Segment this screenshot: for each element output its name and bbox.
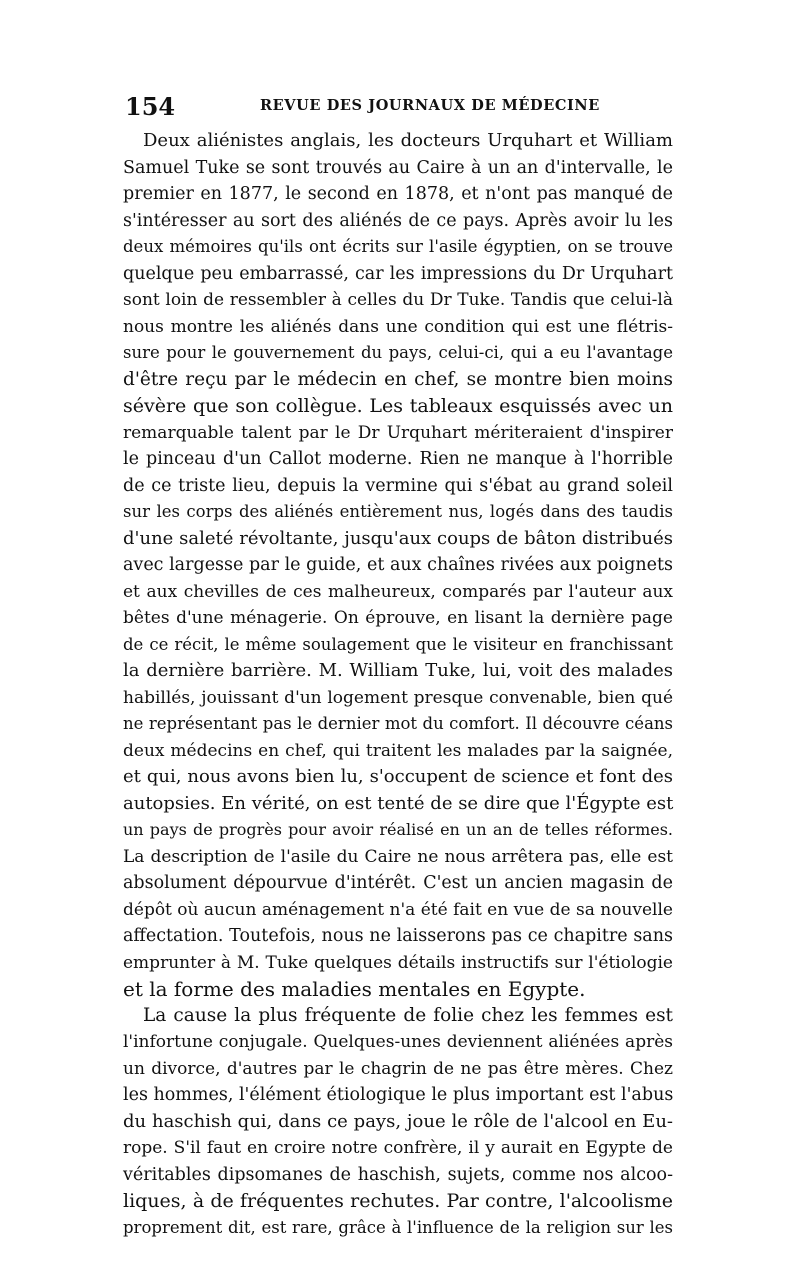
text-line: les hommes, l'élément étiologique le plus important est l'abus xyxy=(123,1085,674,1105)
text-line: et la forme des maladies mentales en Egypte. xyxy=(123,977,586,1001)
text-line: sure pour le gouvernement du pays, celui-ci, qui a eu l'avantage xyxy=(123,343,673,362)
text-line: deux médecins en chef, qui traitent les malades par la saignée, xyxy=(123,740,673,761)
text-line: bêtes d'une ménagerie. On éprouve, en lisant la dernière page xyxy=(123,608,673,628)
text-line: dépôt où aucun aménagement n'a été fait en vue de sa nouvelle xyxy=(123,899,673,920)
text-line: liques, à de fréquentes rechutes. Par contre, l'alcoolisme xyxy=(123,1190,673,1212)
text-line: La cause la plus fréquente de folie chez les femmes est xyxy=(143,1004,673,1026)
text-line: Deux aliénistes anglais, les docteurs Urquhart et William xyxy=(143,130,673,151)
running-title: REVUE DES JOURNAUX DE MÉDECINE xyxy=(260,97,600,114)
text-line: affectation. Toutefois, nous ne laisserons pas ce chapitre sans xyxy=(123,926,673,946)
text-line: avec largesse par le guide, et aux chaînes rivées aux poignets xyxy=(123,555,673,575)
text-line: remarquable talent par le Dr Urquhart mériteraient d'inspirer xyxy=(123,422,673,443)
text-line: proprement dit, est rare, grâce à l'influence de la religion sur les xyxy=(123,1217,673,1237)
text-line: d'une saleté révoltante, jusqu'aux coups de bâton distribués xyxy=(123,527,673,549)
text-line: la dernière barrière. M. William Tuke, lui, voit des malades xyxy=(123,660,673,681)
text-line: un divorce, d'autres par le chagrin de ne pas être mères. Chez xyxy=(123,1058,673,1079)
text-line: et aux chevilles de ces malheureux, comparés par l'auteur aux xyxy=(123,581,673,602)
text-line: Samuel Tuke se sont trouvés au Caire à un an d'intervalle, le xyxy=(123,157,673,178)
text-line: habillés, jouissant d'un logement presque convenable, bien qué xyxy=(123,687,673,708)
text-line: et qui, nous avons bien lu, s'occupent de science et font des xyxy=(123,766,673,787)
text-line: nous montre les aliénés dans une condition qui est une flétris- xyxy=(123,316,673,337)
text-line: du haschish qui, dans ce pays, joue le rôle de l'alcool en Eu- xyxy=(123,1110,673,1132)
text-line: sévère que son collègue. Les tableaux esquissés avec un xyxy=(123,395,673,417)
text-line: emprunter à M. Tuke quelques détails instructifs sur l'étiologie xyxy=(123,952,673,973)
text-line: sur les corps des aliénés entièrement nus, logés dans des taudis xyxy=(123,502,673,521)
text-line: l'infortune conjugale. Quelques-unes deviennent aliénées après xyxy=(123,1032,673,1052)
text-line: ne représentant pas le dernier mot du comfort. Il découvre céans xyxy=(123,714,673,733)
text-line: rope. S'il faut en croire notre confrère, il y aurait en Egypte de xyxy=(123,1138,673,1158)
text-line: quelque peu embarrassé, car les impressions du Dr Urquhart xyxy=(123,263,673,284)
text-line: autopsies. En vérité, on est tenté de se dire que l'Égypte est xyxy=(123,792,674,814)
text-line: le pinceau d'un Callot moderne. Rien ne manque à l'horrible xyxy=(123,449,673,469)
text-line: sont loin de ressembler à celles du Dr Tuke. Tandis que celui-là xyxy=(123,290,673,310)
text-line: premier en 1877, le second en 1878, et n'ont pas manqué de xyxy=(123,184,673,204)
text-line: La description de l'asile du Caire ne nous arrêtera pas, elle est xyxy=(123,846,673,867)
text-line: de ce triste lieu, depuis la vermine qui s'ébat au grand soleil xyxy=(123,475,673,496)
page-number: 154 xyxy=(125,92,176,121)
text-line: de ce récit, le même soulagement que le visiteur en franchissant xyxy=(123,634,673,654)
text-line: d'être reçu par le médecin en chef, se montre bien moins xyxy=(123,368,673,390)
text-line: deux mémoires qu'ils ont écrits sur l'asile égyptien, on se trouve xyxy=(123,237,673,256)
body-text xyxy=(123,128,673,1241)
text-line: absolument dépourvue d'intérêt. C'est un ancien magasin de xyxy=(123,873,673,893)
text-line: s'intéresser au sort des aliénés de ce pays. Après avoir lu les xyxy=(123,210,673,231)
text-line: un pays de progrès pour avoir réalisé en un an de telles réformes. xyxy=(123,820,673,839)
page-header xyxy=(125,92,670,120)
text-line: véritables dipsomanes de haschish, sujets, comme nos alcoo- xyxy=(123,1164,673,1185)
